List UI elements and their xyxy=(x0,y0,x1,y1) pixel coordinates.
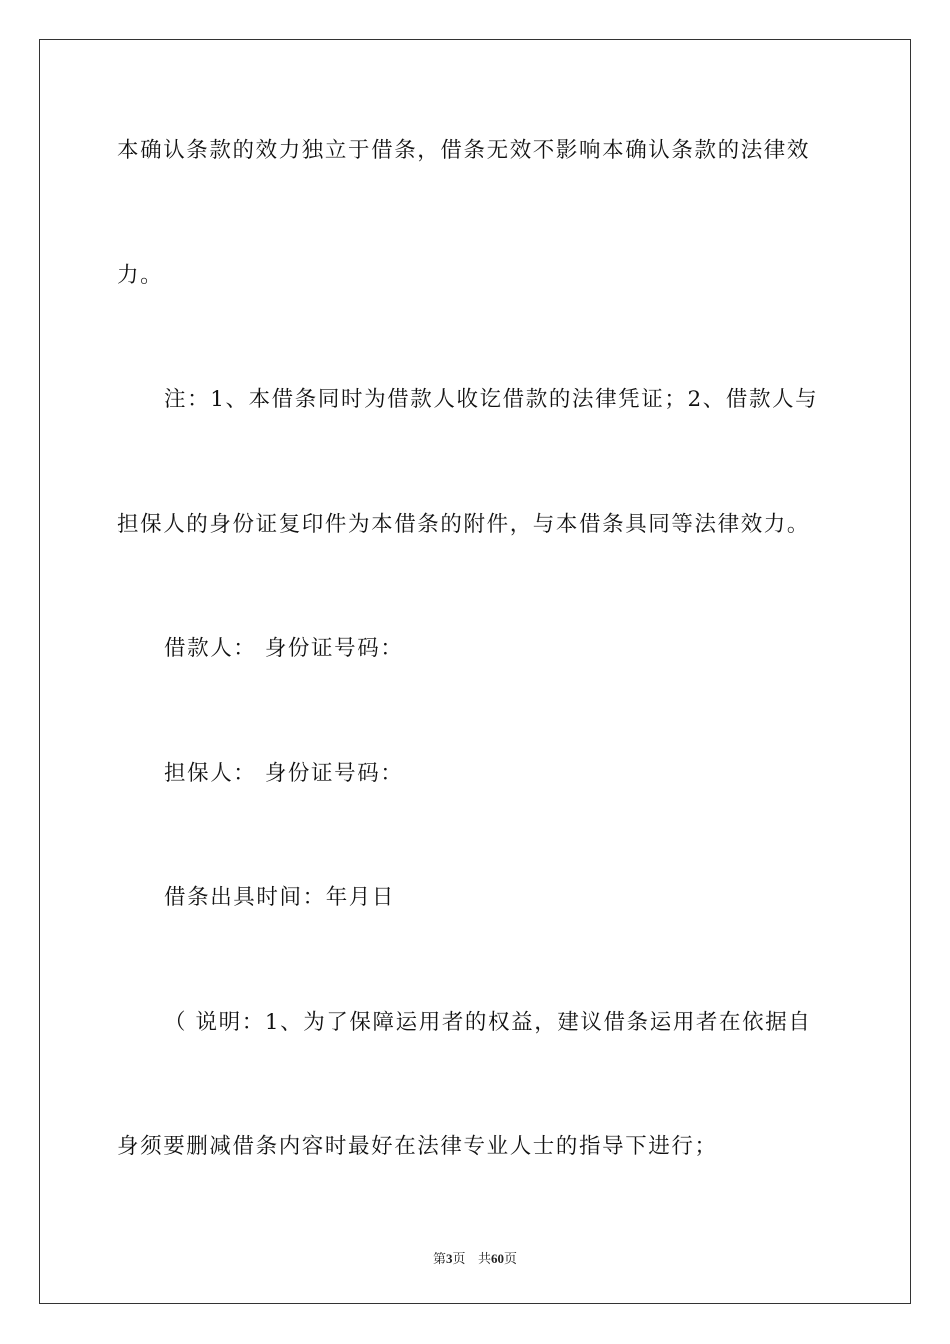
explanation-line-2: 身须要删减借条内容时最好在法律专业人士的指导下进行； xyxy=(117,1134,718,1159)
paragraph-line-1: 本确认条款的效力独立于借条，借条无效不影响本确认条款的法律效 xyxy=(117,138,811,163)
paragraph-line-2: 力。 xyxy=(117,263,164,288)
borrower-line: 借款人： 身份证号码： xyxy=(164,636,404,661)
note-line-1: 注：1、本借条同时为借款人收讫借款的法律凭证；2、借款人与 xyxy=(164,387,819,412)
page-frame xyxy=(39,39,911,1304)
explanation-line-1: （ 说明：1、为了保障运用者的权益，建议借条运用者在依据自 xyxy=(164,1010,812,1035)
footer-page-number: 3 xyxy=(446,1251,453,1266)
note-line-2: 担保人的身份证复印件为本借条的附件，与本借条具同等法律效力。 xyxy=(117,512,811,537)
guarantor-line: 担保人： 身份证号码： xyxy=(164,761,404,786)
page-footer xyxy=(0,1248,950,1267)
footer-total-pages: 60 xyxy=(490,1251,504,1266)
footer-total-suffix: 页 xyxy=(503,1252,517,1267)
footer-total-prefix: 共 xyxy=(477,1252,491,1267)
issue-date-line: 借条出具时间：年月日 xyxy=(164,885,396,910)
footer-page-suffix: 页 xyxy=(452,1252,466,1267)
footer-prefix: 第 xyxy=(433,1252,447,1267)
